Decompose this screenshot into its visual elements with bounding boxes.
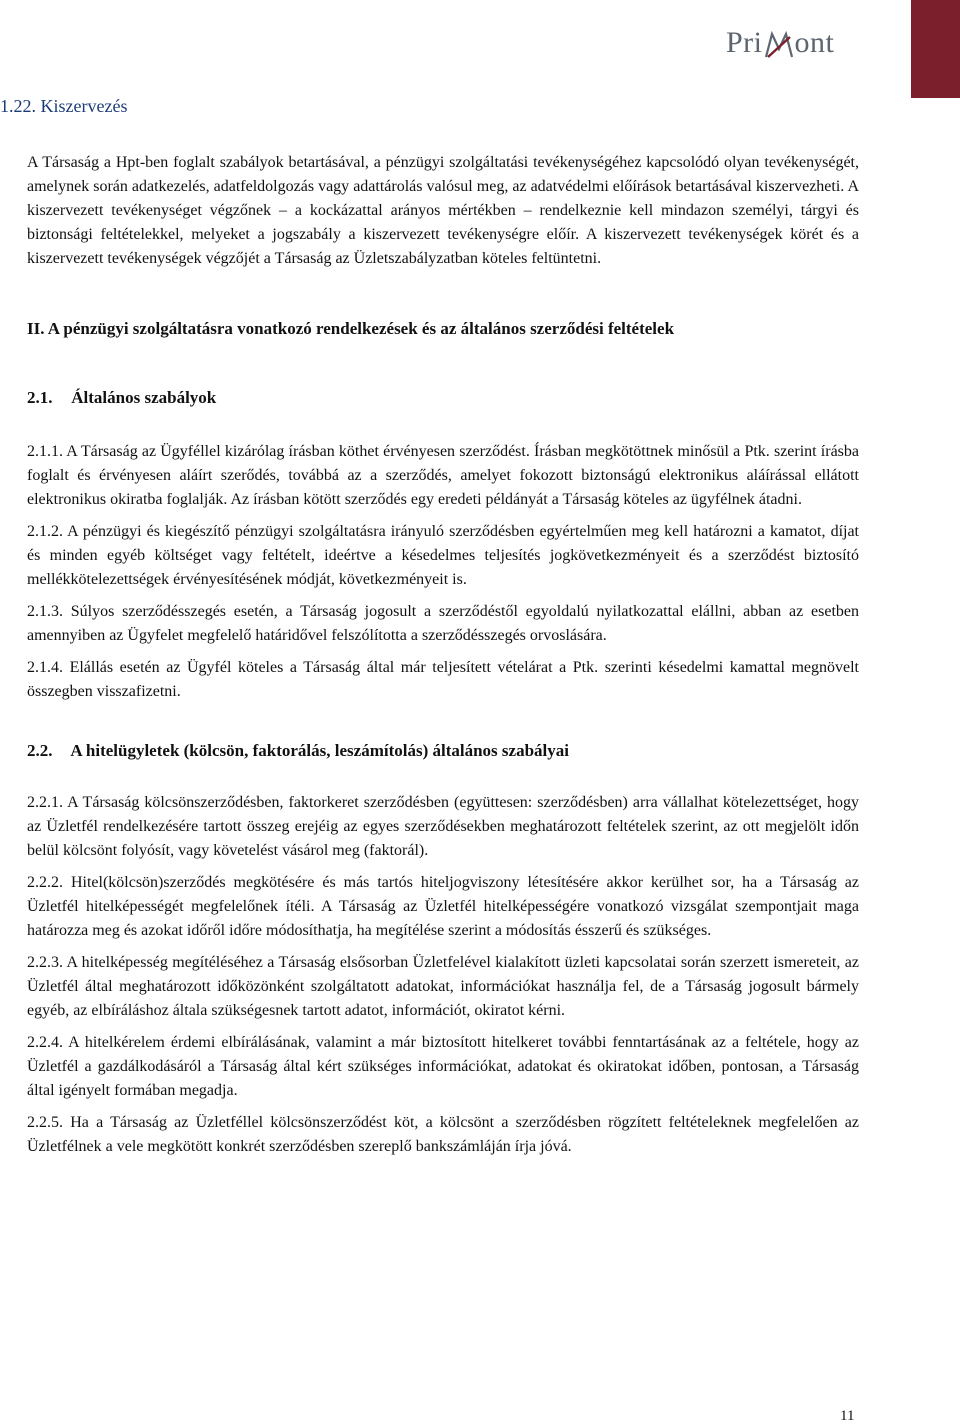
chapter-heading: II. A pénzügyi szolgáltatásra vonatkozó rendelkezések és az általános szerződési feltételek [27, 319, 675, 338]
logo-text-right: ont [794, 26, 835, 59]
section-2-1-heading [27, 386, 859, 410]
paragraph-2-1-4: 2.1.4. Elállás esetén az Ügyfél köteles a Társaság által már teljesített vételárat a Ptk. szerinti késedelmi kamattal megnövelt összegben visszafizetni. [27, 659, 859, 700]
section-2-1-title: Általános szabályok [71, 388, 217, 407]
paragraph-2-2-1: 2.2.1. A Társaság kölcsönszerződésben, faktorkeret szerződésben (együttesen: szerződésben) arra vállalhat kötelezettséget, hogy az Üzletfél rendelkezésére tartott összeg erejéig az egyes szerződésekben meghatározott feltételek szerint, az ott megjelölt időn belül kölcsönt folyósít, vagy követelést vásárol meg (faktorál). [27, 794, 859, 859]
paragraph-2-1-3: 2.1.3. Súlyos szerződésszegés esetén, a Társaság jogosult a szerződéstől egyoldalú nyilatkozattal elállni, abban az esetben amennyiben az Ügyfelet megfelelő határidővel felszólította a szerződésszegés orvoslására. [27, 603, 859, 644]
section-2-1-number: 2.1. [27, 388, 53, 407]
document-body [27, 151, 859, 1159]
section-title: 1.22. Kiszervezés [0, 96, 128, 116]
page-number: 11 [840, 1408, 855, 1424]
logo-text-left: Pri [726, 26, 763, 59]
logo-m-mark-icon [764, 31, 794, 58]
paragraph-2-2-4: 2.2.4. A hitelkérelem érdemi elbírálásának, valamint a már biztosított hitelkeret további fenntartásának az a feltétele, hogy az Üzletfél a gazdálkodásáról a Társaság által kért szükséges információkat, adatokat és okiratokat időben, pontosan, a Társaság által igényelt formában megadja. [27, 1034, 859, 1099]
corner-tab [911, 0, 960, 98]
section-2-2-title: A hitelügyletek (kölcsön, faktorálás, leszámítolás) általános szabályai [70, 741, 569, 760]
section-2-2-number: 2.2. [27, 741, 53, 760]
intro-paragraph: A Társaság a Hpt-ben foglalt szabályok betartásával, a pénzügyi szolgáltatási tevékenységéhez kapcsolódó olyan tevékenységét, amelynek során adatkezelés, adatfeldolgozás vagy adattárolás valósul meg, az adatvédelmi előírások betartásával kiszervezheti. A kiszervezett tevékenységet végzőnek – a kockázattal arányos mértékben – rendelkeznie kell mindazon személyi, tárgyi és biztonsági feltételekkel, melyeket a jogszabály a kiszervezett tevékenységre előír. A kiszervezett tevékenységek körét és a kiszervezett tevékenységek végzőjét a Társaság az Üzletszabályzatban köteles feltüntetni. [27, 154, 859, 267]
paragraph-2-1-2: 2.1.2. A pénzügyi és kiegészítő pénzügyi szolgáltatásra irányuló szerződésben egyértelműen meg kell határozni a kamatot, díjat és minden egyéb költséget vagy feltételt, ideértve a késedelmes teljesítés jogkövetkezményeit és a szerződést biztosító mellékkötelezettségek érvényesítésének módját, következményeit is. [27, 523, 859, 588]
primont-logo [726, 24, 834, 58]
section-2-2-heading [27, 739, 859, 763]
paragraph-2-1-1: 2.1.1. A Társaság az Ügyféllel kizárólag írásban köthet érvényesen szerződést. Írásban megkötöttnek minősül a Ptk. szerint írásba foglalt és érvényesen aláírt szerődés, továbbá az a szerződés, amelyet fokozott biztonságú elektronikus aláírással ellátott elektronikus okiratba foglalják. Az írásban kötött szerződés egy eredeti példányát a Társaság köteles az ügyfélnek átadni. [27, 443, 859, 508]
paragraph-2-2-3: 2.2.3. A hitelképesség megítéléséhez a Társaság elsősorban Üzletfelével kialakított üzleti kapcsolatai során szerzett ismereteit, az Üzletfél által meghatározott időközönként szolgáltatott adatokat, információkat használja fel, de a Társaság jogosult bármely egyéb, az elbíráláshoz általa szükségesnek tartott adatot, információt, okiratot kérni. [27, 954, 859, 1019]
paragraph-2-2-5: 2.2.5. Ha a Társaság az Üzletféllel kölcsönszerződést köt, a kölcsönt a szerződésben rögzített feltételeknek megfelelően az Üzletfélnek a vele megkötött konkrét szerződésben szereplő bankszámláján írja jóvá. [27, 1114, 859, 1155]
paragraph-2-2-2: 2.2.2. Hitel(kölcsön)szerződés megkötésére és más tartós hiteljogviszony létesítésére akkor kerülhet sor, ha a Társaság az Üzletfél hitelképességét megfelelőnek ítéli. A Társaság az Üzletfél hitelképességére vonatkozó vizsgálat szempontjait maga határozza meg és azokat időről időre módosíthatja, ha megítélése szerint a módosítás ésszerű és szükséges. [27, 874, 859, 939]
